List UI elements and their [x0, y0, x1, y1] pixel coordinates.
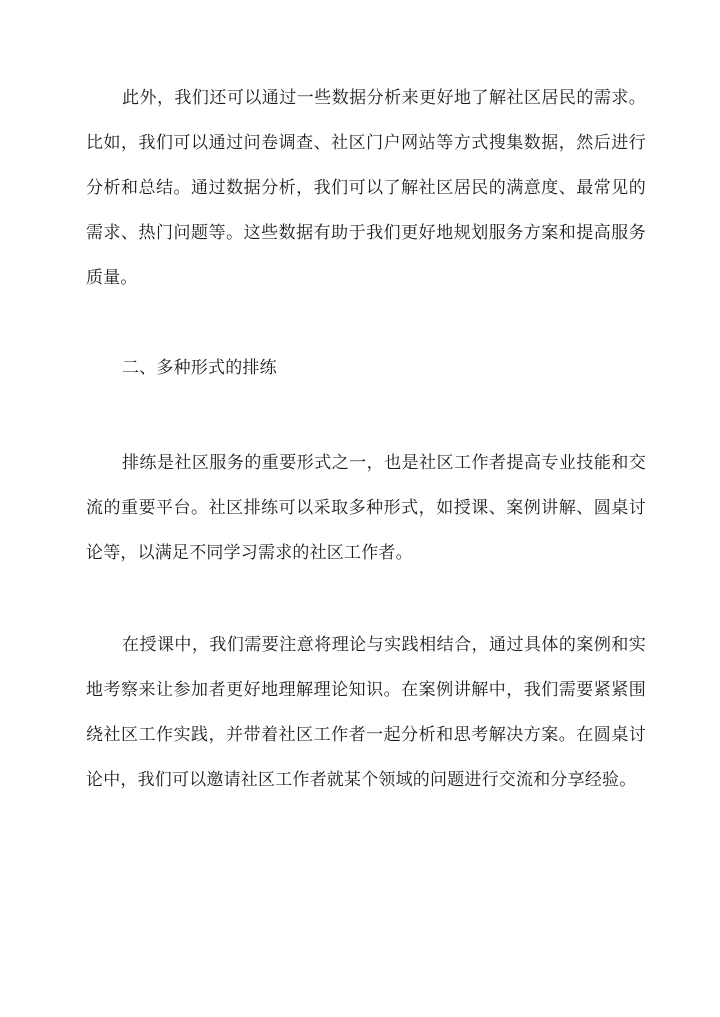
paragraph-teaching-methods: 在授课中，我们需要注意将理论与实践相结合，通过具体的案例和实地考察来让参加者更好地理解理论知识。在案例讲解中，我们需要紧紧围绕社区工作实践，并带着社区工作者一起分析和思考解决方案。在圆桌讨论中，我们可以邀请社区工作者就某个领域的问题进行交流和分享经验。 — [86, 635, 646, 790]
paragraph-data-analysis: 此外，我们还可以通过一些数据分析来更好地了解社区居民的需求。比如，我们可以通过问卷调查、社区门户网站等方式搜集数据，然后进行分析和总结。通过数据分析，我们可以了解社区居民的满意度、最常见的需求、热门问题等。这些数据有助于我们更好地规划服务方案和提高服务质量。 — [86, 88, 646, 288]
paragraph-rehearsal-forms: 排练是社区服务的重要形式之一，也是社区工作者提高专业技能和交流的重要平台。社区排练可以采取多种形式，如授课、案例讲解、圆桌讨论等，以满足不同学习需求的社区工作者。 — [86, 453, 646, 563]
section-heading: 二、多种形式的排练 — [122, 358, 277, 378]
